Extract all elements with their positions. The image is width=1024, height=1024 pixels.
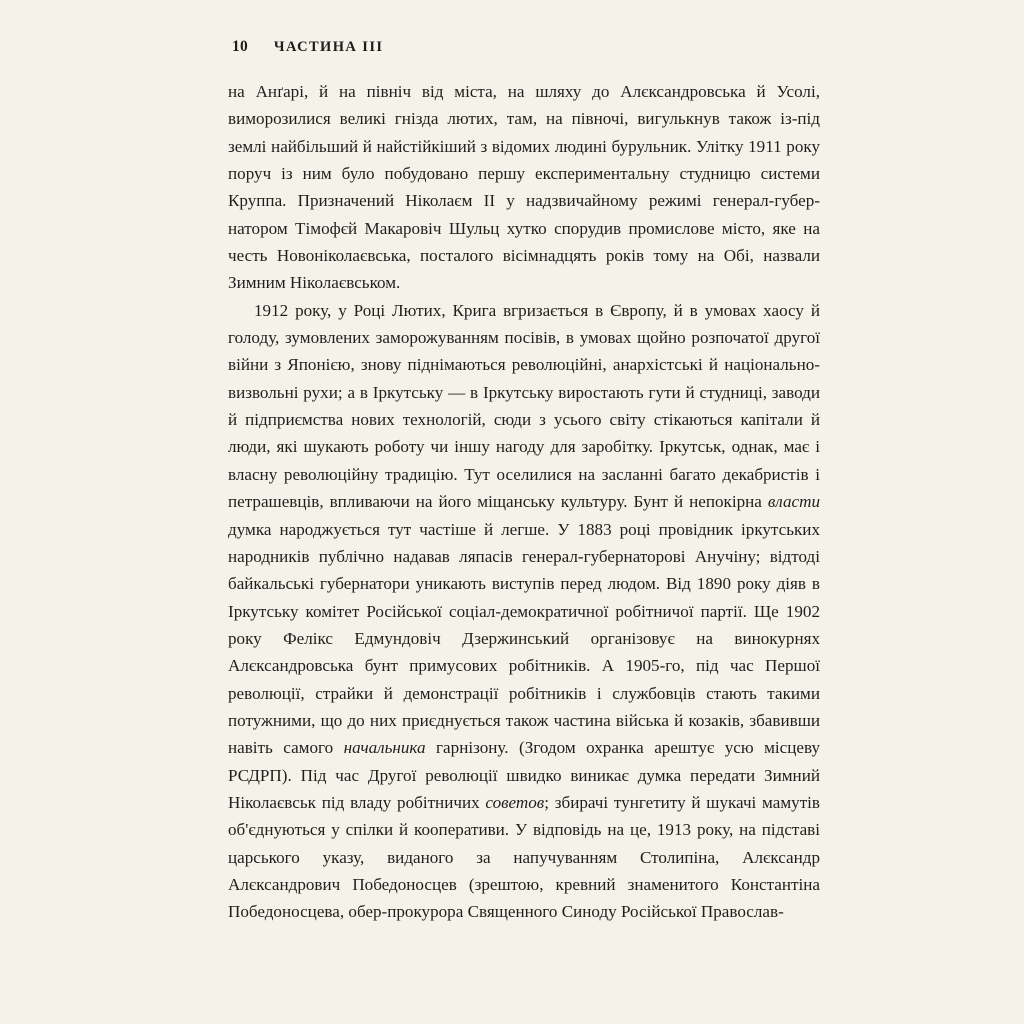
paragraph-2-segment-c: гарнізону. (Згодом охранка арештує усю місцеву РСДРП). Під час Другої революції швидко виникає думка передати Зимний Ніколаєвськ під владу робітничих <box>228 738 820 812</box>
paragraph-2-segment-b: думка народжується тут частіше й легше. У 1883 році провідник іркутських народників публічно надавав ляпасів генерал-губернаторові Анучіну; відтоді байкальські губернатори уникають виступів перед людом. Від 1890 року діяв в Іркутську комітет Російської соціал-демократичної робітничої партії. Ще 1902 року Фелікс Едмундовіч Дзержинський організовує на винокурнях Алєксандровська бунт примусових робітників. А 1905-го, під час Першої революції, страйки й демонстрації робітників і службовців стають такими потужними, що до них приєднується також частина війська й козаків, збавивши навіть самого <box>228 519 820 758</box>
emphasis-vlasti: власти <box>767 492 820 512</box>
paragraph-2 <box>228 297 820 926</box>
part-title: ЧАСТИНА III <box>273 39 384 55</box>
body-text <box>228 78 820 926</box>
running-head <box>228 38 820 56</box>
emphasis-nachalnika: начальника <box>343 738 426 758</box>
text-column <box>228 38 820 926</box>
emphasis-sovetov: советов <box>485 792 545 812</box>
paragraph-2-segment-d: ; збирачі тунгетиту й шукачі мамутів об'єднуються у спілки й кооперативи. У відповідь на це, 1913 року, на підставі царського указу, виданого за напучуванням Столипіна, Алєксандр Алєксандрович Победоносцев (зрештою, кревний знаменитого Константіна Победоносцева, обер-прокурора Священного Синоду Російської Православ- <box>228 792 820 922</box>
page-number: 10 <box>232 38 248 55</box>
paragraph-1: на Анґарі, й на північ від міста, на шляху до Алєксандровська й Усолі, виморозилися великі гнізда лютих, там, на півночі, вигулькнув також із-під землі найбільший й найстійкіший з відомих людині бурульник. Улітку 1911 року поруч із ним було побудовано першу експериментальну студницю системи Круппа. Призначений Ніколаєм II у надзвичайному режимі генерал-губернатором Тімофєй Макаровіч Шульц хутко спорудив промислове місто, яке на честь Новоніколаєвська, посталого вісімнадцять років тому на Обі, назвали Зимним Ніколаєвськом. <box>228 82 820 293</box>
paragraph-2-segment-a: 1912 року, у Році Лютих, Крига вгризається в Європу, й в умовах хаосу й голоду, зумовлених заморожуванням посівів, в умовах щойно розпочатої другої війни з Японією, знову піднімаються революційні, анархістські й національно-визвольні рухи; а в Іркутську — в Іркутську виростають гути й студниці, заводи й підприємства нових технологій, сюди з усього світу стікаються капітали й люди, які шукають роботу чи іншу нагоду для заробітку. Іркутськ, однак, має і власну революційну традицію. Тут оселилися на засланні багато декабристів і петрашевців, впливаючи на його міщанську культуру. Бунт й непокірна <box>228 300 820 512</box>
